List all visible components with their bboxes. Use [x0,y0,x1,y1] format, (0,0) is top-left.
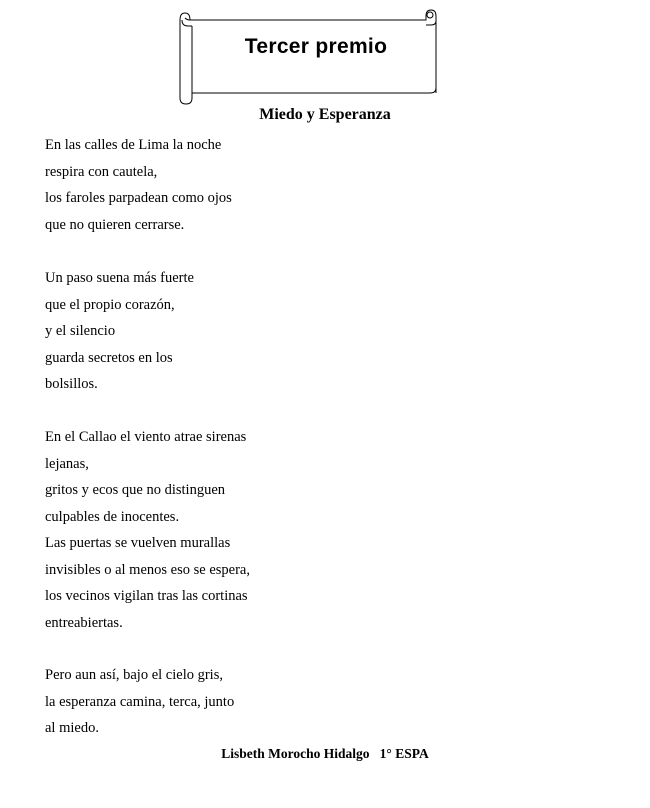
poem-line: los vecinos vigilan tras las cortinas [45,588,248,604]
poem-line: los faroles parpadean como ojos [45,190,232,206]
poem-line: lejanas, [45,455,89,472]
poem-line: la esperanza camina, terca, junto [45,693,235,710]
author-grade: 1° ESPA [379,746,429,761]
poem-line: Las puertas se vuelven murallas [45,535,231,551]
poem-line: respira con cautela, [45,163,158,180]
poem-line: y el silencio [45,323,116,339]
stanza-2 [45,265,465,398]
poem-line: gritos y ecos que no distinguen [45,482,226,498]
poem-line: invisibles o al menos eso se espera, [45,561,250,578]
poem-line: que no quieren cerrarse. [45,216,185,233]
poem-line: En el Callao el viento atrae sirenas [45,429,247,445]
poem-line: Un paso suena más fuerte [45,270,194,286]
stanza-4 [45,662,465,742]
poem-line: Pero aun así, bajo el cielo gris, [45,667,223,683]
poem-line: bolsillos. [45,376,98,392]
author-name: Lisbeth Morocho Hidalgo [221,746,370,761]
poem-line: En las calles de Lima la noche [45,137,222,153]
poem-line: entreabiertas. [45,614,123,631]
stanza-3 [45,424,465,636]
stanza-1 [45,132,465,238]
poem-line: al miedo. [45,720,99,736]
award-banner [178,8,440,108]
poem-title: Miedo y Esperanza [259,106,391,123]
poem-line: que el propio corazón, [45,296,175,313]
award-title: Tercer premio [244,35,388,58]
author-signature [0,746,650,762]
poem-line: guarda secretos en los [45,349,173,366]
poem-line: culpables de inocentes. [45,508,180,525]
